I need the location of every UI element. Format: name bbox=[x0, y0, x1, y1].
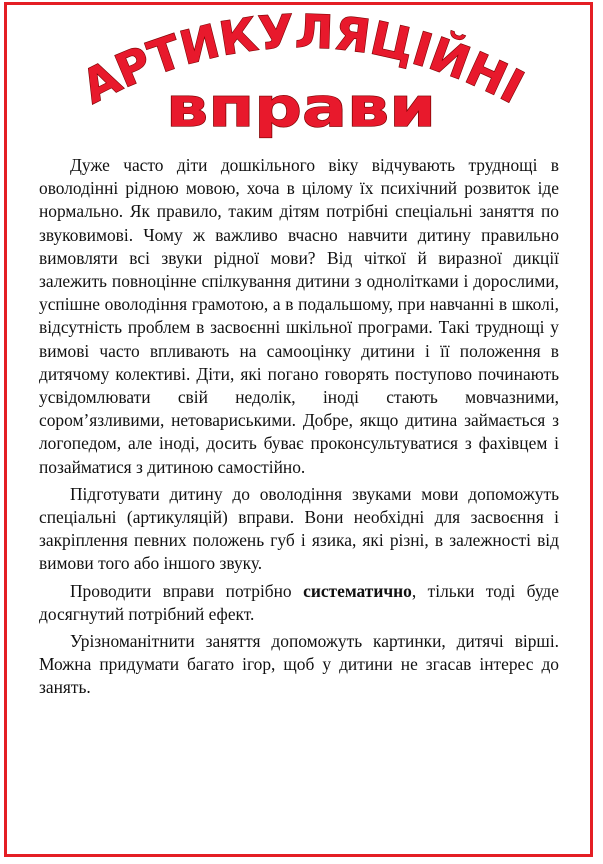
article-body bbox=[39, 154, 559, 700]
title-wordart bbox=[0, 0, 603, 150]
paragraph-exercises: Підготувати дитину до оволодіння звуками мови допоможуть спеціальні (артикуляцій) вправи. Вони необхідні для засвоєння і закріплення певних положень губ і язика, які різні, в залежності від вимови того або іншого звуку. bbox=[39, 483, 559, 574]
title-line-1: АРТИКУЛЯЦІЙНІ bbox=[72, 4, 533, 115]
paragraph-systematic: Проводити вправи потрібно систематично, тільки тоді буде досягнутий потрібний ефект. bbox=[39, 580, 559, 624]
emphasis-systematic: систематично bbox=[303, 580, 412, 601]
paragraph-intro: Дуже часто діти дошкільного віку відчувають труднощі в оволодінні рідною мовою, хоча в цілому їх психічний розвиток іде нормально. Як правило, таким дітям потрібні спеціальні заняття по звуковимові. Чому ж важливо вчасно навчити дитину правильно вимовляти всі звуки рідної мови? Від чіткої й виразної дикції залежить повноцінне спілкування дитини з однолітками і дорослими, успішне оволодіння грамотою, а в подальшому, при навчанні в школі, відсутність проблем в засвоєнні шкільної програми. Такі труднощі у вимові часто впливають на самооцінку дитини і її положення в дитячому колективі. Діти, які погано говорять поступово починають усвідомлювати свій недолік, іноді стають мовчазними, сором’язливими, нетовариськими. Добре, якщо дитина займається з логопедом, але іноді, досить буває проконсультуватися з фахівцем і позайматися з дитиною самостійно. bbox=[39, 155, 559, 477]
paragraph-variety: Урізноманітнити заняття допоможуть картинки, дитячі вірші. Можна придумати багато ігор, щоб у дитини не згасав інтерес до занять. bbox=[39, 631, 559, 698]
title-line-2: вправи bbox=[166, 76, 436, 139]
